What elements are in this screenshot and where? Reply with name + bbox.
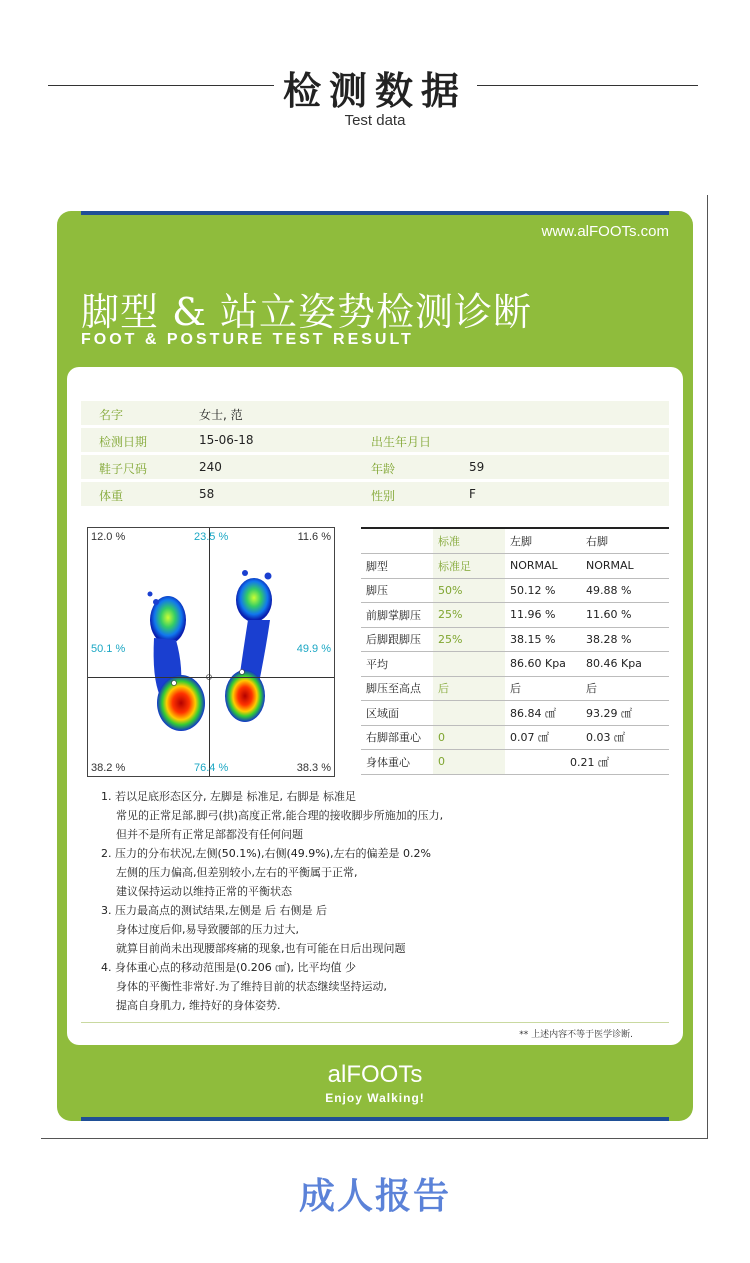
header-cell: 左脚 <box>505 529 581 554</box>
row-left: 0.07 ㎠ <box>505 725 581 750</box>
row-left: 50.12 % <box>505 578 581 603</box>
table-row <box>361 676 669 701</box>
card-bottom-bar <box>81 1117 669 1121</box>
row-left: 11.96 % <box>505 603 581 628</box>
report-title-cn: 脚型 & 站立姿势检测诊断 <box>81 290 532 334</box>
row-left: 86.60 Kpa <box>505 652 581 677</box>
row-label: 脚压至高点 <box>361 676 433 701</box>
row-standard <box>433 701 505 726</box>
row-label: 区域面 <box>361 701 433 726</box>
left-side-percent: 50.1 % <box>91 643 126 655</box>
name-label: 名字 <box>99 408 124 422</box>
header-cell: 标准 <box>433 529 505 554</box>
weight-value: 58 <box>199 487 215 501</box>
note-line: 身体过度后仰,易导致腰部的压力过大, <box>116 923 299 936</box>
row-left: 后 <box>505 676 581 701</box>
row-left: 86.84 ㎠ <box>505 701 581 726</box>
disclaimer: ** 上述内容不等于医学诊断. <box>519 1030 633 1040</box>
row-left: 38.15 % <box>505 627 581 652</box>
website-label: www.alFOOTs.com <box>541 223 669 240</box>
shoe-value: 240 <box>199 460 222 474</box>
note-line: 1. 若以足底形态区分, 左脚是 标准足, 右脚是 标准足 <box>101 790 356 803</box>
row-standard: 0 <box>433 725 505 750</box>
report-title-en: FOOT & POSTURE TEST RESULT <box>81 331 414 348</box>
note-line: 身体的平衡性非常好.为了维持目前的状态继续坚持运动, <box>116 980 387 993</box>
row-standard: 标准足 <box>433 554 505 579</box>
row-label: 右脚部重心 <box>361 725 433 750</box>
row-label: 后脚跟脚压 <box>361 627 433 652</box>
row-right: 0.03 ㎠ <box>581 725 669 750</box>
note-line: 但并不是所有正常足部都没有任何问题 <box>116 828 303 841</box>
table-row <box>361 603 669 628</box>
page-title: 检测数据 <box>282 69 467 113</box>
gender-label: 性别 <box>371 489 396 503</box>
note-line: 建议保持运动以维持正常的平衡状态 <box>116 885 292 898</box>
card-top-bar <box>81 211 669 215</box>
row-right: NORMAL <box>581 554 669 579</box>
header-cell: 右脚 <box>581 529 669 554</box>
note-line: 提高自身肌力, 维持好的身体姿势. <box>116 999 281 1012</box>
forefoot-left-percent: 12.0 % <box>91 531 126 543</box>
note-line: 左侧的压力偏高,但差别较小,左右的平衡属于正常, <box>116 866 358 879</box>
heel-total-percent: 76.4 % <box>194 762 229 774</box>
info-row <box>81 455 669 479</box>
footer-title: 成人报告 <box>298 1176 451 1217</box>
row-standard: 25% <box>433 627 505 652</box>
name-value: 女士, 范 <box>199 408 243 422</box>
note-line: 常见的正常足部,脚弓(拱)高度正常,能合理的接收脚步所施加的压力, <box>116 809 444 822</box>
patient-info <box>81 401 669 509</box>
table-header-row <box>361 529 669 554</box>
info-row <box>81 428 669 452</box>
footprint-horizontal-axis <box>88 677 334 678</box>
brand-logo <box>57 1061 693 1105</box>
note-line: 2. 压力的分布状况,左侧(50.1%),右侧(49.9%),左右的偏差是 0.2% <box>101 847 431 860</box>
row-standard: 后 <box>433 676 505 701</box>
table-row <box>361 627 669 652</box>
row-left: NORMAL <box>505 554 581 579</box>
note-line: 就算目前尚未出现腰部疼痛的现象,也有可能在日后出现问题 <box>116 942 406 955</box>
document-frame-bottom <box>41 1138 708 1139</box>
age-value: 59 <box>469 460 485 474</box>
row-standard <box>433 652 505 677</box>
header-cell <box>361 529 433 554</box>
row-right: 93.29 ㎠ <box>581 701 669 726</box>
row-label: 脚型 <box>361 554 433 579</box>
row-label: 前脚掌脚压 <box>361 603 433 628</box>
footprint-pressure-map <box>87 527 335 777</box>
age-label: 年龄 <box>371 462 396 476</box>
report-panel <box>67 367 683 1045</box>
weight-label: 体重 <box>99 489 124 503</box>
notes-divider <box>81 1022 669 1023</box>
logo-tagline: Enjoy Walking! <box>325 1091 425 1105</box>
row-label: 身体重心 <box>361 750 433 775</box>
info-row <box>81 482 669 506</box>
date-label: 检测日期 <box>99 435 148 449</box>
logo-wordmark: alFOOTs <box>327 1061 423 1088</box>
birth-label: 出生年月日 <box>371 435 432 449</box>
results-table <box>361 527 669 775</box>
table-row <box>361 652 669 677</box>
row-standard: 0 <box>433 750 505 775</box>
forefoot-right-percent: 11.6 % <box>297 531 331 543</box>
shoe-label: 鞋子尺码 <box>99 462 148 476</box>
page-subtitle: Test data <box>344 112 406 129</box>
row-standard: 50% <box>433 578 505 603</box>
table-row <box>361 578 669 603</box>
date-value: 15-06-18 <box>199 433 254 447</box>
row-label: 平均 <box>361 652 433 677</box>
table-row <box>361 554 669 579</box>
gender-value: F <box>469 487 476 501</box>
row-right: 49.88 % <box>581 578 669 603</box>
note-line: 4. 身体重心点的移动范围是(0.206 ㎠), 比平均值 少 <box>101 961 357 974</box>
report-card <box>57 211 693 1121</box>
info-row <box>81 401 669 425</box>
heel-right-percent: 38.3 % <box>296 762 331 774</box>
row-standard: 25% <box>433 603 505 628</box>
footprint-vertical-axis <box>209 528 210 776</box>
row-right: 后 <box>581 676 669 701</box>
row-label: 脚压 <box>361 578 433 603</box>
document-frame-right <box>707 195 708 1138</box>
row-right: 38.28 % <box>581 627 669 652</box>
row-right: 11.60 % <box>581 603 669 628</box>
note-line: 3. 压力最高点的测试结果,左侧是 后 右侧是 后 <box>101 904 327 917</box>
table-row <box>361 725 669 750</box>
heel-left-percent: 38.2 % <box>91 762 126 774</box>
diagnosis-notes <box>101 787 661 1015</box>
table-row <box>361 750 669 775</box>
body-center-value: 0.21 ㎠ <box>505 750 669 775</box>
right-side-percent: 49.9 % <box>296 643 331 655</box>
row-right: 80.46 Kpa <box>581 652 669 677</box>
forefoot-total-percent: 23.5 % <box>194 531 229 543</box>
table-row <box>361 701 669 726</box>
